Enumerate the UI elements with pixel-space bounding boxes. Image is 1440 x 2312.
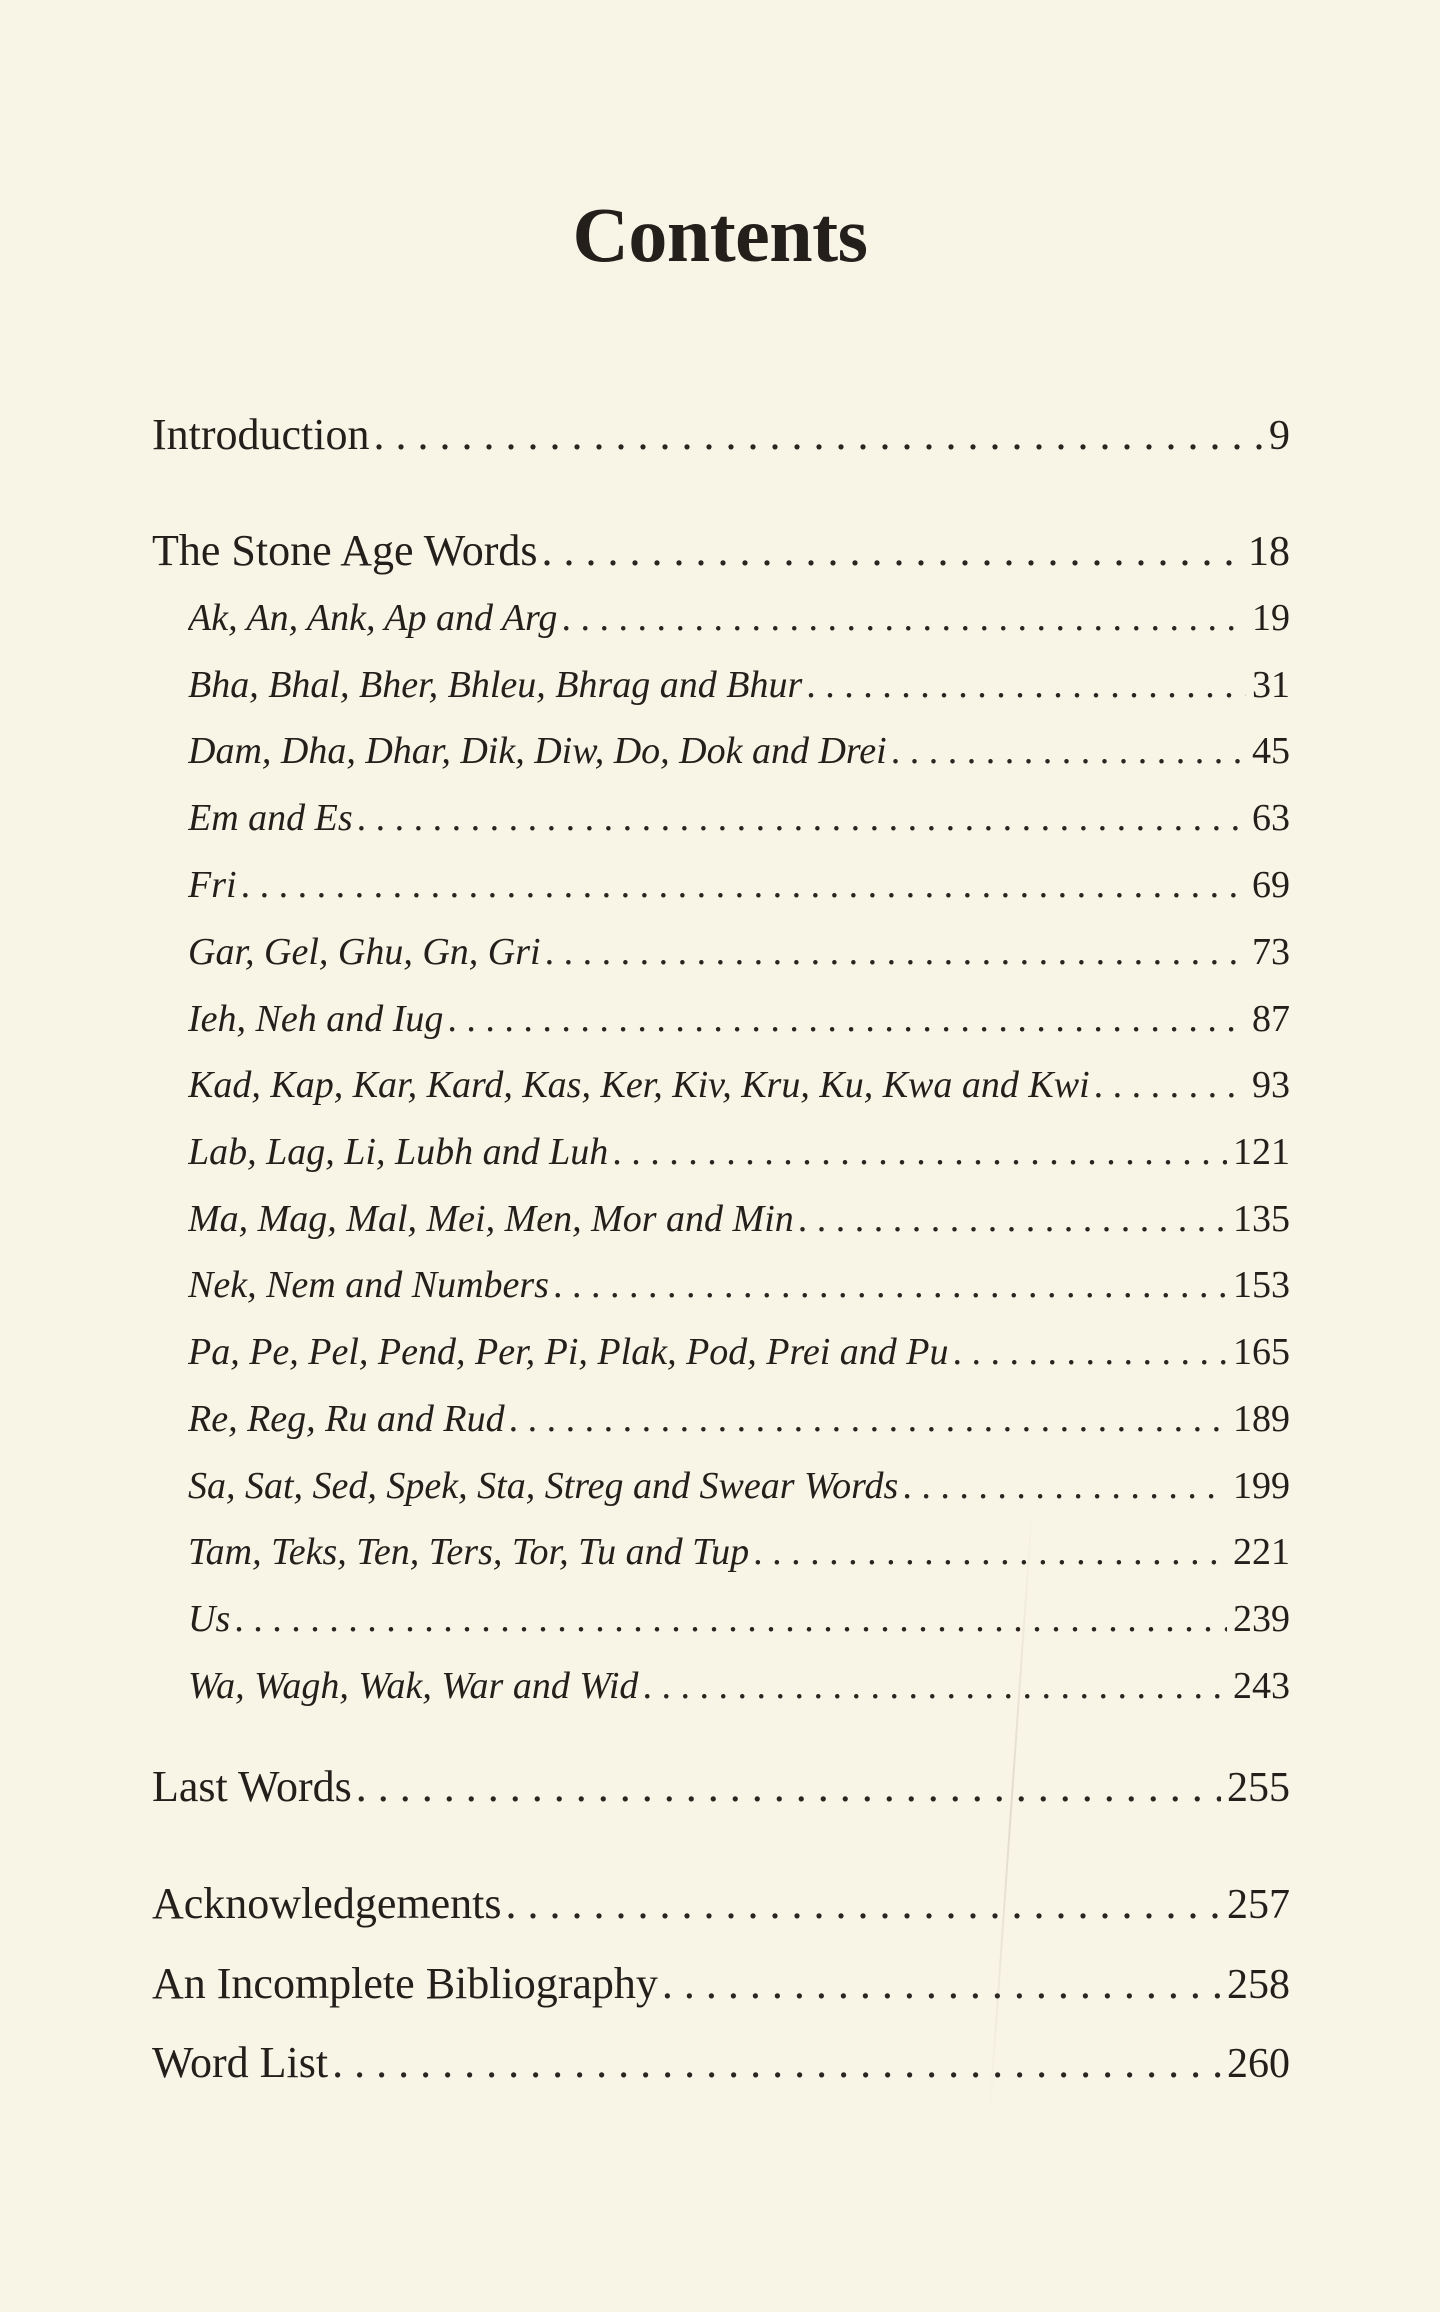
toc-dot-leader xyxy=(1094,1063,1246,1107)
toc-entry-label: Us xyxy=(188,1598,231,1641)
toc-entry-label: Bha, Bhal, Bher, Bhleu, Bhrag and Bhur xyxy=(188,664,803,707)
page-title: Contents xyxy=(572,191,868,278)
toc-entry-page: 258 xyxy=(1227,1961,1290,2008)
toc-entry-page: 31 xyxy=(1252,664,1290,707)
toc-entry xyxy=(188,796,1290,840)
toc-entry xyxy=(188,1330,1290,1374)
toc-entry-label: Kad, Kap, Kar, Kard, Kas, Ker, Kiv, Kru, Ku, Kwa and Kwi xyxy=(188,1064,1090,1107)
toc-entry-label: An Incomplete Bibliography xyxy=(152,1958,658,2008)
toc-entry-page: 63 xyxy=(1252,797,1290,840)
toc-dot-leader xyxy=(753,1530,1227,1574)
toc-entry xyxy=(188,1197,1290,1241)
toc-entry-label: Gar, Gel, Ghu, Gn, Gri xyxy=(188,931,541,974)
toc-entry xyxy=(188,1397,1290,1441)
toc-entry xyxy=(188,997,1290,1041)
toc-entry-page: 45 xyxy=(1252,730,1290,773)
toc-dot-leader xyxy=(234,1597,1227,1641)
toc-entry xyxy=(188,1063,1290,1107)
toc-entry-label: Last Words xyxy=(152,1761,352,1811)
toc-entry xyxy=(188,729,1290,773)
toc-entry-page: 73 xyxy=(1252,931,1290,974)
toc-entry-label: Acknowledgements xyxy=(152,1878,502,1928)
toc-entry xyxy=(152,409,1290,460)
toc-entry-page: 221 xyxy=(1233,1531,1290,1574)
toc-entry-page: 121 xyxy=(1233,1131,1290,1174)
toc-entry-label: Word List xyxy=(152,2037,329,2087)
toc-entry-page: 199 xyxy=(1233,1465,1290,1508)
toc-entry-page: 239 xyxy=(1233,1598,1290,1641)
toc-entry xyxy=(152,525,1290,576)
toc-entry xyxy=(188,930,1290,974)
toc-entry xyxy=(188,596,1290,640)
toc-entry-label: Wa, Wagh, Wak, War and Wid xyxy=(188,1665,639,1708)
toc-entry-page: 19 xyxy=(1252,597,1290,640)
toc-entry-label: Ma, Mag, Mal, Mei, Men, Mor and Min xyxy=(188,1198,794,1241)
toc-dot-leader xyxy=(798,1197,1227,1241)
toc-entry xyxy=(188,1597,1290,1641)
toc-dot-leader xyxy=(642,1664,1227,1708)
toc-dot-leader xyxy=(953,1330,1227,1374)
toc-entry-page: 69 xyxy=(1252,864,1290,907)
toc-dot-leader xyxy=(662,1958,1221,2009)
toc-entry-label: Dam, Dha, Dhar, Dik, Diw, Do, Dok and Drei xyxy=(188,730,887,773)
toc-entry-page: 260 xyxy=(1227,2040,1290,2087)
toc-entry-label: Introduction xyxy=(152,409,370,459)
toc-dot-leader xyxy=(545,930,1246,974)
toc-dot-leader xyxy=(891,729,1246,773)
toc-entry-page: 9 xyxy=(1269,412,1290,459)
toc-entry-page: 255 xyxy=(1227,1764,1290,1811)
toc-dot-leader xyxy=(374,409,1263,460)
toc-entry-page: 153 xyxy=(1233,1264,1290,1307)
toc-dot-leader xyxy=(553,1263,1227,1307)
toc-entry xyxy=(188,1530,1290,1574)
toc-entry xyxy=(152,1878,1290,1929)
toc-entry-page: 135 xyxy=(1233,1198,1290,1241)
toc-dot-leader xyxy=(612,1130,1227,1174)
toc-dot-leader xyxy=(902,1464,1227,1508)
toc-dot-leader xyxy=(561,596,1246,640)
toc-entry-label: Ieh, Neh and Iug xyxy=(188,998,444,1041)
toc-dot-leader xyxy=(447,997,1246,1041)
toc-entry-page: 93 xyxy=(1252,1064,1290,1107)
toc-entry-label: Tam, Teks, Ten, Ters, Tor, Tu and Tup xyxy=(188,1531,750,1574)
toc-entry-page: 18 xyxy=(1248,528,1290,575)
toc-entry xyxy=(188,1664,1290,1708)
toc-entry xyxy=(188,663,1290,707)
toc-dot-leader xyxy=(356,1761,1221,1812)
toc-entry-page: 243 xyxy=(1233,1665,1290,1708)
toc-entry-page: 189 xyxy=(1233,1398,1290,1441)
toc-entry-label: Nek, Nem and Numbers xyxy=(188,1264,549,1307)
toc-entry xyxy=(188,863,1290,907)
toc-dot-leader xyxy=(332,2037,1221,2088)
toc-dot-leader xyxy=(509,1397,1227,1441)
toc-entry-label: Lab, Lag, Li, Lubh and Luh xyxy=(188,1131,609,1174)
toc-dot-leader xyxy=(241,863,1246,907)
toc-entry-label: Fri xyxy=(188,864,237,907)
toc-dot-leader xyxy=(505,1878,1221,1929)
toc-entry xyxy=(188,1464,1290,1508)
toc-entry-label: Pa, Pe, Pel, Pend, Per, Pi, Plak, Pod, Prei and Pu xyxy=(188,1331,949,1374)
toc-entry-label: Re, Reg, Ru and Rud xyxy=(188,1398,505,1441)
toc-entry-page: 165 xyxy=(1233,1331,1290,1374)
toc-dot-leader xyxy=(806,663,1246,707)
toc-entry xyxy=(188,1263,1290,1307)
toc-entry xyxy=(152,1958,1290,2009)
toc-entry-label: Sa, Sat, Sed, Spek, Sta, Streg and Swear Words xyxy=(188,1465,899,1508)
toc-entry-label: The Stone Age Words xyxy=(152,525,538,575)
toc-entry xyxy=(188,1130,1290,1174)
toc-dot-leader xyxy=(542,525,1243,576)
toc-entry-label: Em and Es xyxy=(188,797,353,840)
toc-entry-label: Ak, An, Ank, Ap and Arg xyxy=(188,597,558,640)
toc-entry xyxy=(152,1761,1290,1812)
toc-dot-leader xyxy=(357,796,1246,840)
toc-entry xyxy=(152,2037,1290,2088)
toc-entry-page: 257 xyxy=(1227,1881,1290,1928)
toc-entry-page: 87 xyxy=(1252,998,1290,1041)
